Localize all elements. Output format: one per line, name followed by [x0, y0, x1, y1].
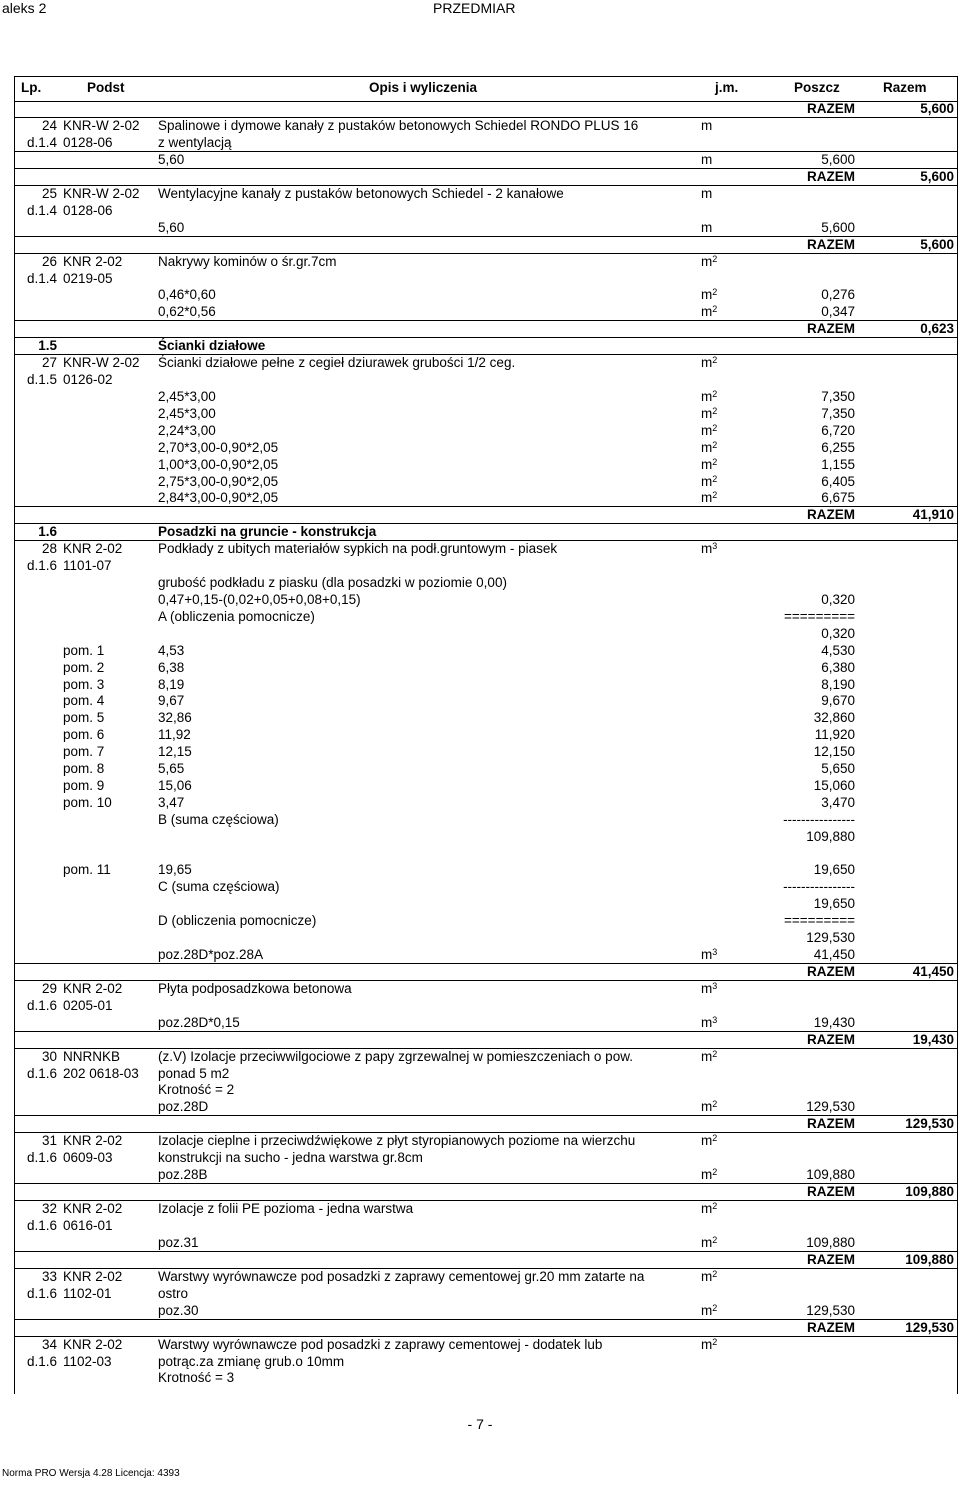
- cell-op: 2,45*3,00: [158, 389, 216, 405]
- cell-op: Ścianki działowe pełne z cegieł dziurawek grubości 1/2 ceg.: [158, 355, 516, 371]
- cell-rz: 5,600: [920, 168, 954, 184]
- table-row: [15, 1235, 957, 1252]
- table-row: [15, 135, 957, 152]
- cell-pq: ----------------: [783, 811, 855, 827]
- cell-op: Izolacje cieplne i przeciwdźwiękowe z płyt styropianowych poziome na wierzchu: [158, 1133, 636, 1149]
- table-row: [15, 643, 957, 660]
- cell-pq: 0,347: [821, 304, 855, 320]
- cell-op: 0,62*0,56: [158, 304, 216, 320]
- total-row: [15, 1320, 957, 1337]
- cell-pq: 19,430: [813, 1014, 855, 1030]
- footer-license: Norma PRO Wersja 4.28 Licencja: 4393: [2, 1468, 180, 1479]
- table-row: [15, 660, 957, 677]
- cell-lp: 32: [41, 1201, 57, 1217]
- page-number: - 7 -: [467, 1416, 493, 1432]
- table-row: [15, 186, 957, 203]
- total-row: [15, 964, 957, 981]
- cell-pd: KNR 2-02: [63, 980, 123, 996]
- cell-op: 11,92: [158, 727, 191, 743]
- cell-op: potrąc.za zmianę grub.o 10mm: [158, 1353, 345, 1369]
- total-row: [15, 101, 957, 118]
- cell-jm: $m^3$: [701, 541, 718, 557]
- cell-jm: m: [701, 185, 713, 201]
- table-row: [15, 677, 957, 694]
- cell-pq: 9,670: [821, 693, 855, 709]
- cell-pq: 3,470: [821, 794, 855, 810]
- cell-pd: NNRNKB: [63, 1048, 121, 1064]
- total-row: [15, 1184, 957, 1201]
- cell-op: 9,67: [158, 693, 185, 709]
- cell-pq: 0,276: [821, 287, 855, 303]
- table-row: [15, 930, 957, 947]
- cell-lp: d.1.5: [26, 372, 57, 388]
- table-row: [15, 423, 957, 440]
- cell-op: poz.30: [158, 1302, 199, 1318]
- cell-jm: $m^2$: [701, 1167, 718, 1183]
- cell-pd: 202 0618-03: [63, 1065, 139, 1081]
- cell-op: (z.V) Izolacje przeciwwilgociowe z papy zgrzewalnej w pomieszczeniach o pow.: [158, 1048, 633, 1064]
- table-row: [15, 558, 957, 575]
- cell-pd: 0616-01: [63, 1217, 113, 1233]
- table-row: [15, 896, 957, 913]
- cell-lp: 27: [41, 355, 57, 371]
- cell-rz: 129,530: [905, 1319, 954, 1335]
- cell-pd: KNR-W 2-02: [63, 355, 140, 371]
- cell-jm: $m^2$: [701, 1302, 718, 1318]
- cell-jm: $m^2$: [701, 1048, 718, 1064]
- cell-op: 2,70*3,00-0,90*2,05: [158, 439, 279, 455]
- cell-op: 0,47+0,15-(0,02+0,05+0,08+0,15): [158, 592, 361, 608]
- table-row: [15, 1354, 957, 1371]
- cell-pq: 5,650: [821, 761, 855, 777]
- cell-op: 2,75*3,00-0,90*2,05: [158, 473, 279, 489]
- cell-rl: RAZEM: [807, 236, 855, 252]
- table-row: [15, 1269, 957, 1286]
- cell-jm: $m^2$: [701, 1201, 718, 1217]
- cell-jm: m: [701, 118, 713, 133]
- cell-op: 19,65: [158, 862, 192, 878]
- table-row: [15, 1370, 957, 1387]
- table-row: [15, 457, 957, 474]
- cell-rz: 41,910: [912, 507, 954, 523]
- cell-op: 8,19: [158, 676, 185, 692]
- cell-jm: $m^2$: [701, 473, 718, 489]
- cell-lp: 33: [41, 1268, 57, 1284]
- cell-pd: pom. 6: [63, 727, 105, 743]
- table-row: [15, 1218, 957, 1235]
- cell-rl: RAZEM: [807, 1251, 855, 1267]
- cell-pd: pom. 7: [63, 744, 105, 760]
- cell-pq: 5,600: [821, 151, 855, 167]
- cell-jm: $m^2$: [701, 1099, 718, 1115]
- cell-op: Podkłady z ubitych materiałów sypkich na podł.gruntowym - piasek: [158, 541, 558, 557]
- col-razem: Razem: [883, 80, 927, 95]
- table-row: [15, 981, 957, 998]
- cell-lp: 25: [41, 185, 57, 201]
- cell-pd: KNR 2-02: [63, 1133, 123, 1149]
- table-row: [15, 389, 957, 406]
- total-row: [15, 1032, 957, 1049]
- cell-rl: RAZEM: [807, 1031, 855, 1047]
- table-row: [15, 1201, 957, 1218]
- cell-op: 0,46*0,60: [158, 287, 216, 303]
- cell-pq: 129,530: [806, 1302, 855, 1318]
- cell-op: 5,65: [158, 761, 185, 777]
- cell-lp: d.1.6: [26, 997, 57, 1013]
- cell-jm: $m^2$: [701, 304, 718, 320]
- cell-pd: pom. 2: [63, 659, 105, 675]
- cell-pq: 129,530: [806, 1099, 855, 1115]
- cell-rl: RAZEM: [807, 1116, 855, 1132]
- cell-pd: pom. 11: [63, 862, 111, 878]
- table-row: [15, 761, 957, 778]
- cell-rz: 0,623: [920, 321, 954, 337]
- table-row: [15, 879, 957, 896]
- cell-pd: 0609-03: [63, 1150, 113, 1166]
- cell-op: Posadzki na gruncie - konstrukcja: [158, 524, 377, 540]
- cell-pd: KNR 2-02: [63, 1268, 123, 1284]
- cell-op: 15,06: [158, 777, 192, 793]
- cell-pd: 0128-06: [63, 202, 113, 218]
- cell-pq: 19,650: [813, 896, 855, 912]
- cell-pq: 11,920: [814, 727, 855, 743]
- cell-pq: 0,320: [821, 625, 855, 641]
- cell-op: poz.28D*poz.28A: [158, 946, 264, 962]
- col-podst: Podst: [87, 80, 125, 95]
- cell-op: Ścianki działowe: [158, 338, 266, 354]
- cell-op: z wentylacją: [158, 134, 232, 150]
- cell-pq: 6,255: [821, 439, 855, 455]
- table-header: [15, 76, 957, 102]
- cell-pd: pom. 5: [63, 710, 105, 726]
- table-row: [15, 626, 957, 643]
- table-row: [15, 203, 957, 220]
- table-row: [15, 727, 957, 744]
- cell-op: Krotność = 3: [158, 1370, 235, 1386]
- table-row: [15, 1049, 957, 1066]
- table-row: [15, 693, 957, 710]
- estimate-table: [14, 76, 958, 1394]
- cell-rz: 41,450: [912, 963, 954, 979]
- cell-pq: 6,380: [821, 659, 855, 675]
- table-row: [15, 152, 957, 169]
- table-row: [15, 812, 957, 829]
- cell-pd: pom. 3: [63, 676, 105, 692]
- cell-pq: 15,060: [813, 777, 855, 793]
- table-row: [15, 372, 957, 389]
- cell-pq: ----------------: [783, 879, 855, 895]
- cell-op: ostro: [158, 1285, 189, 1301]
- table-row: [15, 1150, 957, 1167]
- cell-op: D (obliczenia pomocnicze): [158, 913, 317, 929]
- cell-pd: 1101-07: [63, 558, 112, 574]
- cell-pd: 1102-03: [63, 1353, 112, 1369]
- cell-pq: 6,720: [821, 422, 855, 438]
- cell-rl: RAZEM: [807, 507, 855, 523]
- cell-pd: KNR 2-02: [63, 1201, 123, 1217]
- cell-pq: 32,860: [813, 710, 855, 726]
- cell-pd: 1102-01: [63, 1285, 112, 1301]
- cell-pq: 1,155: [821, 456, 855, 472]
- cell-lp: 24: [41, 118, 57, 133]
- table-row: [15, 338, 957, 355]
- cell-rl: RAZEM: [807, 101, 855, 116]
- cell-jm: $m^2$: [701, 355, 718, 371]
- cell-pq: 7,350: [821, 389, 855, 405]
- cell-lp: d.1.6: [26, 1217, 57, 1233]
- cell-op: 12,15: [158, 744, 192, 760]
- table-row: [15, 287, 957, 304]
- total-row: [15, 169, 957, 186]
- cell-lp: 30: [41, 1048, 57, 1064]
- cell-jm: $m^2$: [701, 1268, 718, 1284]
- table-row: [15, 271, 957, 288]
- table-row: [15, 490, 957, 507]
- cell-op: 3,47: [158, 794, 185, 810]
- cell-jm: $m^2$: [701, 389, 718, 405]
- cell-lp: d.1.6: [26, 1353, 57, 1369]
- table-row: [15, 1133, 957, 1150]
- cell-pq: 7,350: [821, 406, 855, 422]
- cell-op: 2,45*3,00: [158, 406, 216, 422]
- cell-jm: $m^3$: [701, 980, 718, 996]
- cell-jm: $m^2$: [701, 439, 718, 455]
- cell-rz: 19,430: [912, 1031, 954, 1047]
- table-row: [15, 592, 957, 609]
- cell-rl: RAZEM: [807, 963, 855, 979]
- cell-op: Nakrywy kominów o śr.gr.7cm: [158, 253, 337, 269]
- cell-jm: m: [701, 151, 713, 167]
- cell-pd: pom. 10: [63, 794, 112, 810]
- cell-pq: 5,600: [821, 219, 855, 235]
- table-row: [15, 947, 957, 964]
- cell-rz: 109,880: [905, 1251, 954, 1267]
- cell-lp: 34: [41, 1336, 57, 1352]
- header-center: PRZEDMIAR: [433, 0, 516, 16]
- table-row: [15, 1167, 957, 1184]
- cell-lp: 28: [41, 541, 57, 557]
- cell-op: 32,86: [158, 710, 192, 726]
- table-row: [15, 1082, 957, 1099]
- cell-lp: d.1.4: [26, 202, 57, 218]
- cell-rz: 5,600: [920, 236, 954, 252]
- cell-pd: pom. 9: [63, 777, 105, 793]
- col-jm: j.m.: [715, 80, 739, 95]
- cell-rl: RAZEM: [807, 168, 855, 184]
- cell-jm: $m^2$: [701, 253, 718, 269]
- table-row: [15, 862, 957, 879]
- table-row: [15, 913, 957, 930]
- cell-op: poz.31: [158, 1234, 199, 1250]
- cell-rl: RAZEM: [807, 1184, 855, 1200]
- table-row: [15, 998, 957, 1015]
- table-row: [15, 1303, 957, 1320]
- cell-op: poz.28D: [158, 1099, 209, 1115]
- cell-lp: d.1.6: [26, 1065, 57, 1081]
- table-row: [15, 575, 957, 592]
- cell-pq: =========: [784, 609, 855, 625]
- cell-op: Warstwy wyrównawcze pod posadzki z zaprawy cementowej gr.20 mm zatarte na: [158, 1268, 645, 1284]
- cell-op: 5,60: [158, 219, 185, 235]
- cell-pd: pom. 8: [63, 761, 105, 777]
- table-row: [15, 778, 957, 795]
- cell-op: poz.28D*0,15: [158, 1014, 240, 1030]
- cell-pq: 6,405: [821, 473, 855, 489]
- cell-pq: 109,880: [806, 828, 855, 844]
- cell-jm: $m^3$: [701, 1014, 718, 1030]
- table-row: [15, 1066, 957, 1083]
- cell-op: Płyta podposadzkowa betonowa: [158, 980, 352, 996]
- cell-pq: 0,320: [821, 592, 855, 608]
- table-row: [15, 541, 957, 558]
- cell-lp: 1.6: [38, 524, 57, 540]
- cell-pq: 12,150: [813, 744, 855, 760]
- cell-op: 2,24*3,00: [158, 422, 216, 438]
- cell-op: 6,38: [158, 659, 185, 675]
- cell-rl: RAZEM: [807, 321, 855, 337]
- cell-op: ponad 5 m2: [158, 1065, 230, 1081]
- cell-op: grubość podkładu z piasku (dla posadzki w poziomie 0,00): [158, 575, 507, 591]
- cell-op: 1,00*3,00-0,90*2,05: [158, 456, 279, 472]
- cell-pq: 4,530: [821, 642, 855, 658]
- cell-rz: 129,530: [905, 1116, 954, 1132]
- total-row: [15, 507, 957, 524]
- cell-jm: $m^2$: [701, 287, 718, 303]
- cell-lp: d.1.6: [26, 1285, 57, 1301]
- cell-op: A (obliczenia pomocnicze): [158, 609, 315, 625]
- cell-pd: 0219-05: [63, 270, 113, 286]
- cell-op: C (suma częściowa): [158, 879, 280, 895]
- header-left: aleks 2: [2, 0, 47, 16]
- table-row: [15, 744, 957, 761]
- page-header: [0, 0, 960, 22]
- table-row: [15, 355, 957, 372]
- col-lp: Lp.: [21, 80, 42, 95]
- col-poszcz: Poszcz: [794, 80, 840, 95]
- total-row: [15, 1252, 957, 1269]
- cell-pd: KNR 2-02: [63, 541, 123, 557]
- cell-lp: 26: [41, 253, 57, 269]
- cell-pq: 41,450: [813, 946, 855, 962]
- cell-pd: 0128-06: [63, 134, 113, 150]
- cell-pd: KNR 2-02: [63, 1336, 123, 1352]
- cell-jm: $m^2$: [701, 1234, 718, 1250]
- cell-op: Krotność = 2: [158, 1082, 235, 1098]
- cell-op: 4,53: [158, 642, 185, 658]
- table-row: [15, 474, 957, 491]
- cell-jm: $m^3$: [701, 946, 718, 962]
- table-row: [15, 846, 957, 863]
- cell-pq: 8,190: [821, 676, 855, 692]
- cell-lp: d.1.4: [26, 270, 57, 286]
- table-row: [15, 829, 957, 846]
- cell-op: Izolacje z folii PE pozioma - jedna warstwa: [158, 1201, 414, 1217]
- cell-jm: $m^2$: [701, 456, 718, 472]
- col-opis: Opis i wyliczenia: [369, 80, 478, 95]
- table-row: [15, 304, 957, 321]
- cell-pd: pom. 1: [63, 642, 105, 658]
- cell-rz: 109,880: [905, 1184, 954, 1200]
- cell-op: Wentylacyjne kanały z pustaków betonowych Schiedel - 2 kanałowe: [158, 185, 564, 201]
- cell-op: B (suma częściowa): [158, 811, 279, 827]
- cell-lp: 1.5: [38, 338, 57, 354]
- cell-op: poz.28B: [158, 1167, 208, 1183]
- cell-pd: KNR 2-02: [63, 253, 123, 269]
- cell-pq: 109,880: [806, 1234, 855, 1250]
- table-row: [15, 220, 957, 237]
- cell-pd: KNR-W 2-02: [63, 185, 140, 201]
- table-row: [15, 1286, 957, 1303]
- cell-lp: d.1.6: [26, 558, 57, 574]
- cell-jm: $m^2$: [701, 406, 718, 422]
- cell-pq: 129,530: [806, 929, 855, 945]
- cell-rz: 5,600: [920, 101, 954, 116]
- cell-rl: RAZEM: [807, 1319, 855, 1335]
- table-row: [15, 118, 957, 135]
- cell-lp: d.1.4: [26, 134, 57, 150]
- cell-lp: d.1.6: [26, 1150, 57, 1166]
- total-row: [15, 321, 957, 338]
- table-row: [15, 524, 957, 541]
- cell-jm: $m^2$: [701, 490, 718, 506]
- cell-jm: $m^2$: [701, 422, 718, 438]
- table-row: [15, 406, 957, 423]
- cell-jm: $m^2$: [701, 1133, 718, 1149]
- table-body: [15, 101, 957, 1387]
- table-row: [15, 710, 957, 727]
- table-row: [15, 795, 957, 812]
- cell-op: 5,60: [158, 151, 185, 167]
- table-row: [15, 1015, 957, 1032]
- table-row: [15, 609, 957, 626]
- cell-lp: 31: [41, 1133, 57, 1149]
- table-row: [15, 440, 957, 457]
- cell-op: Spalinowe i dymowe kanały z pustaków betonowych Schiedel RONDO PLUS 16: [158, 118, 639, 133]
- cell-jm: $m^2$: [701, 1336, 718, 1352]
- total-row: [15, 1116, 957, 1133]
- cell-pd: 0126-02: [63, 372, 113, 388]
- cell-pq: =========: [784, 913, 855, 929]
- cell-pd: KNR-W 2-02: [63, 118, 140, 133]
- cell-pd: pom. 4: [63, 693, 105, 709]
- total-row: [15, 237, 957, 254]
- cell-pq: 19,650: [813, 862, 855, 878]
- cell-op: 2,84*3,00-0,90*2,05: [158, 490, 279, 506]
- table-row: [15, 1337, 957, 1354]
- cell-jm: m: [701, 219, 713, 235]
- table-row: [15, 254, 957, 271]
- cell-op: Warstwy wyrównawcze pod posadzki z zaprawy cementowej - dodatek lub: [158, 1336, 603, 1352]
- cell-lp: 29: [41, 980, 57, 996]
- cell-pd: 0205-01: [63, 997, 113, 1013]
- cell-pq: 109,880: [806, 1167, 855, 1183]
- cell-pq: 6,675: [821, 490, 855, 506]
- cell-op: konstrukcji na sucho - jedna warstwa gr.8cm: [158, 1150, 423, 1166]
- table-row: [15, 1099, 957, 1116]
